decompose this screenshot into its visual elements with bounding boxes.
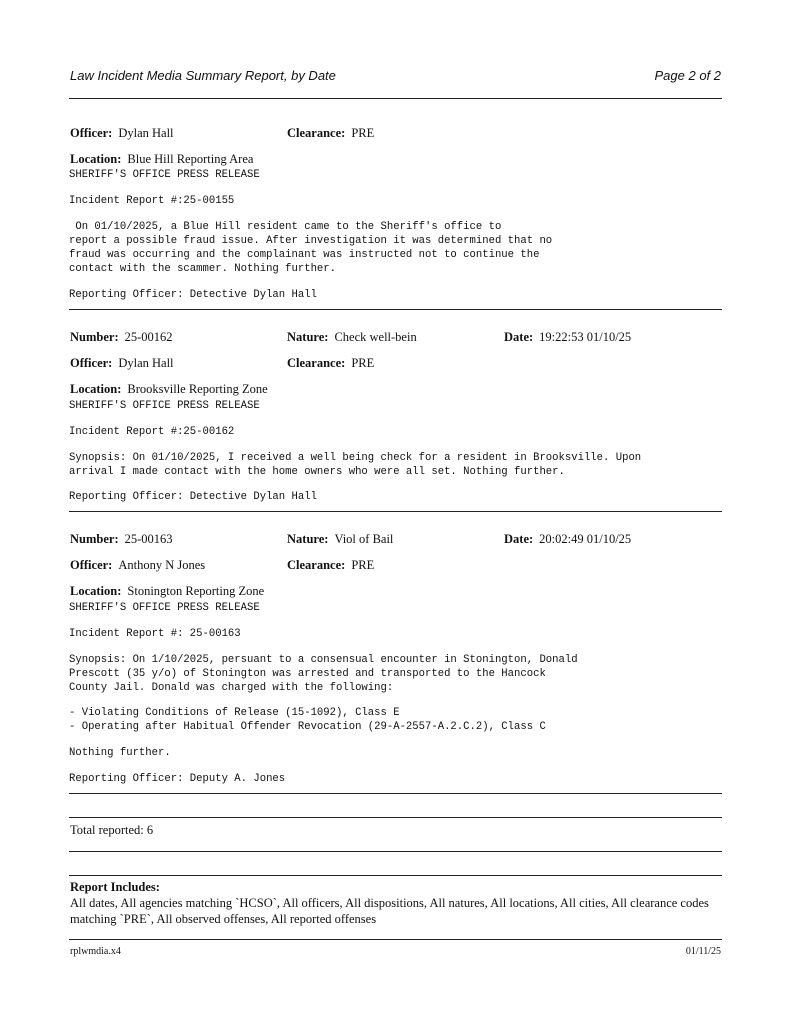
location-value: Blue Hill Reporting Area (127, 152, 254, 166)
page-number: Page 2 of 2 (654, 68, 721, 83)
date-label: Date: (504, 532, 534, 546)
record-1-incident-number: Incident Report #:25-00155 (69, 195, 235, 207)
record-3-officer (70, 558, 205, 573)
location-label: Location: (70, 584, 122, 598)
officer-value: Dylan Hall (118, 126, 174, 140)
date-label: Date: (504, 330, 534, 344)
record-3-closing: Nothing further. (69, 747, 171, 759)
record-divider (69, 793, 722, 794)
record-2-nature (287, 330, 417, 345)
record-2-reporting-officer: Reporting Officer: Detective Dylan Hall (69, 491, 317, 503)
total-reported: Total reported: 6 (70, 823, 154, 837)
record-2-location (70, 382, 268, 397)
record-3-date (504, 532, 631, 547)
officer-label: Officer: (70, 356, 113, 370)
location-label: Location: (70, 382, 122, 396)
record-2-incident-number: Incident Report #:25-00162 (69, 426, 235, 438)
clearance-label: Clearance: (287, 356, 346, 370)
clearance-label: Clearance: (287, 126, 346, 140)
record-1-narrative: On 01/10/2025, a Blue Hill resident came to the Sheriff's office to report a possible fraud issue. After investigation it was determined that no fraud was occurring and the complainant was instructed not to continue the contact with the scammer. Nothing further. (69, 221, 553, 275)
clearance-label: Clearance: (287, 558, 346, 572)
footer-date: 01/11/25 (685, 946, 721, 957)
record-3-charges: - Violating Conditions of Release (15-1092), Class E - Operating after Habitual Offender Revocation (29-A-2557-A.2.C.2), Class C (69, 707, 546, 733)
location-value: Stonington Reporting Zone (127, 584, 265, 598)
record-2-press-release: SHERIFF'S OFFICE PRESS RELEASE (69, 400, 260, 412)
location-label: Location: (70, 152, 122, 166)
officer-value: Dylan Hall (118, 356, 174, 370)
officer-label: Officer: (70, 558, 113, 572)
footer-report-id: rplwmdia.x4 (70, 946, 121, 957)
record-divider (69, 309, 722, 310)
clearance-value: PRE (351, 356, 375, 370)
report-includes-label: Report Includes: (70, 880, 160, 894)
record-divider (69, 511, 722, 512)
number-label: Number: (70, 532, 119, 546)
nature-value: Viol of Bail (334, 532, 394, 546)
number-value: 25-00162 (124, 330, 173, 344)
record-3-press-release: SHERIFF'S OFFICE PRESS RELEASE (69, 602, 260, 614)
number-value: 25-00163 (124, 532, 173, 546)
record-3-incident-number: Incident Report #: 25-00163 (69, 628, 241, 640)
includes-divider (69, 875, 722, 876)
clearance-value: PRE (351, 558, 375, 572)
nature-value: Check well-bein (334, 330, 417, 344)
date-value: 20:02:49 01/10/25 (539, 532, 632, 546)
officer-label: Officer: (70, 126, 113, 140)
record-1-press-release: SHERIFF'S OFFICE PRESS RELEASE (69, 169, 260, 181)
footer-divider (69, 939, 722, 940)
record-1-location (70, 152, 253, 167)
record-2-clearance (287, 356, 374, 371)
record-3-reporting-officer: Reporting Officer: Deputy A. Jones (69, 773, 286, 785)
number-label: Number: (70, 330, 119, 344)
record-3-clearance (287, 558, 374, 573)
report-title: Law Incident Media Summary Report, by Date (70, 68, 336, 83)
record-3-narrative: Synopsis: On 1/10/2025, persuant to a consensual encounter in Stonington, Donald Prescott (35 y/o) of Stonington was arrested and transported to the Hancock County Jail. Donald was charged with the following: (69, 654, 578, 694)
record-1-officer (70, 126, 174, 141)
record-1-clearance (287, 126, 374, 141)
officer-value: Anthony N Jones (118, 558, 206, 572)
date-value: 19:22:53 01/10/25 (539, 330, 632, 344)
nature-label: Nature: (287, 532, 329, 546)
total-bottom-divider (69, 851, 722, 852)
record-3-number (70, 532, 173, 547)
record-3-location (70, 584, 264, 599)
header-divider (69, 98, 722, 99)
clearance-value: PRE (351, 126, 375, 140)
report-includes-text: All dates, All agencies matching `HCSO`, All officers, All dispositions, All natures, All locations, All cities, All clearance codes matching `PRE`, All observed offenses, All reported offenses (70, 896, 709, 926)
nature-label: Nature: (287, 330, 329, 344)
record-2-narrative: Synopsis: On 01/10/2025, I received a well being check for a resident in Brooksville. Upon arrival I made contact with the home owners who were all set. Nothing further. (69, 452, 642, 478)
record-2-date (504, 330, 631, 345)
record-2-number (70, 330, 173, 345)
total-top-divider (69, 817, 722, 818)
location-value: Brooksville Reporting Zone (127, 382, 268, 396)
record-2-officer (70, 356, 174, 371)
record-3-nature (287, 532, 393, 547)
record-1-reporting-officer: Reporting Officer: Detective Dylan Hall (69, 289, 317, 301)
